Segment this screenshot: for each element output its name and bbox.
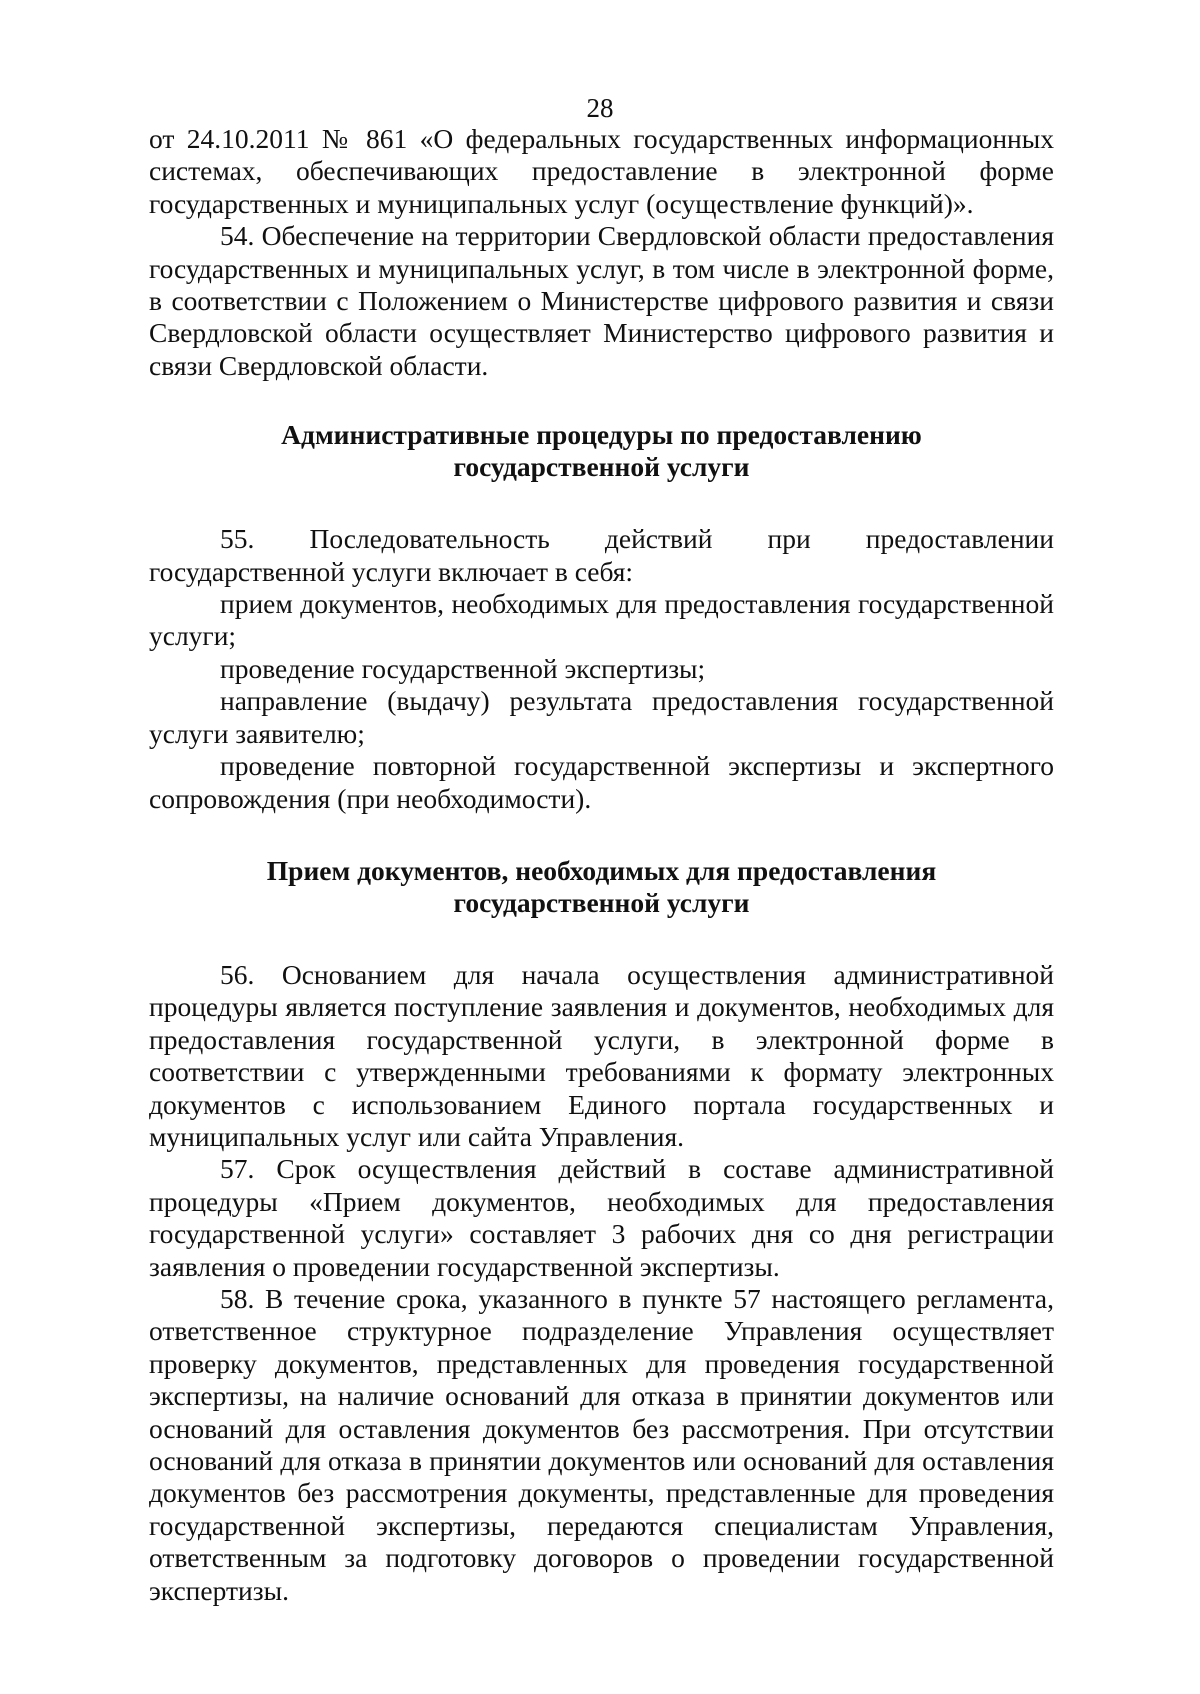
section-heading-line: государственной услуги: [453, 886, 750, 918]
paragraph-57: 57. Срок осуществления действий в составе административной процедуры «Прием документов, необходимых для предоставления государственной услуги» составляет 3 рабочих дня со дня регистрации заявления о проведении государственной экспертизы.: [149, 1153, 1054, 1282]
paragraph-55: 55. Последовательность действий при предоставлении государственной услуги включает в себя:: [149, 523, 1054, 587]
paragraph-continuation: от 24.10.2011 № 861 «О федеральных государственных информационных системах, обеспечивающих предоставление в электронной форме государственных и муниципальных услуг (осуществление функций)».: [149, 123, 1054, 219]
section-heading-line: государственной услуги: [453, 451, 750, 483]
paragraph-54: 54. Обеспечение на территории Свердловской области предоставления государственных и муниципальных услуг, в том числе в электронной форме, в соответствии с Положением о Министерстве цифрового развития и связи Свердловской области осуществляет Министерство цифрового развития и связи Свердловской области.: [149, 220, 1054, 381]
section-heading-administrative-procedures: [149, 419, 1054, 483]
list-item: направление (выдачу) результата предоставления государственной услуги заявителю;: [149, 685, 1054, 749]
paragraph-58: 58. В течение срока, указанного в пункте 57 настоящего регламента, ответственное структурное подразделение Управления осуществляет проверку документов, представленных для проведения государственной экспертизы, на наличие оснований для отказа в принятии документов или оснований для оставления документов без рассмотрения. При отсутствии оснований для отказа в принятии документов или оснований для оставления документов без рассмотрения документы, представленные для проведения государственной экспертизы, передаются специалистам Управления, ответственным за подготовку договоров о проведении государственной экспертизы.: [149, 1282, 1054, 1606]
section-heading-line: Административные процедуры по предоставлению: [281, 419, 922, 451]
list-item: прием документов, необходимых для предоставления государственной услуги;: [149, 588, 1054, 652]
document-body: [149, 123, 1054, 1607]
paragraph-56: 56. Основанием для начала осуществления административной процедуры является поступление заявления и документов, необходимых для предоставления государственной услуги, в электронной форме в соответствии с утвержденными требованиями к формату электронных документов с использованием Единого портала государственных и муниципальных услуг или сайта Управления.: [149, 958, 1054, 1152]
section-heading-document-reception: [149, 855, 1054, 919]
page-number: 28: [586, 93, 614, 123]
list-item: проведение повторной государственной экспертизы и экспертного сопровождения (при необходимости).: [149, 750, 1054, 814]
section-heading-line: Прием документов, необходимых для предоставления: [266, 854, 937, 886]
list-item: проведение государственной экспертизы;: [220, 652, 706, 684]
